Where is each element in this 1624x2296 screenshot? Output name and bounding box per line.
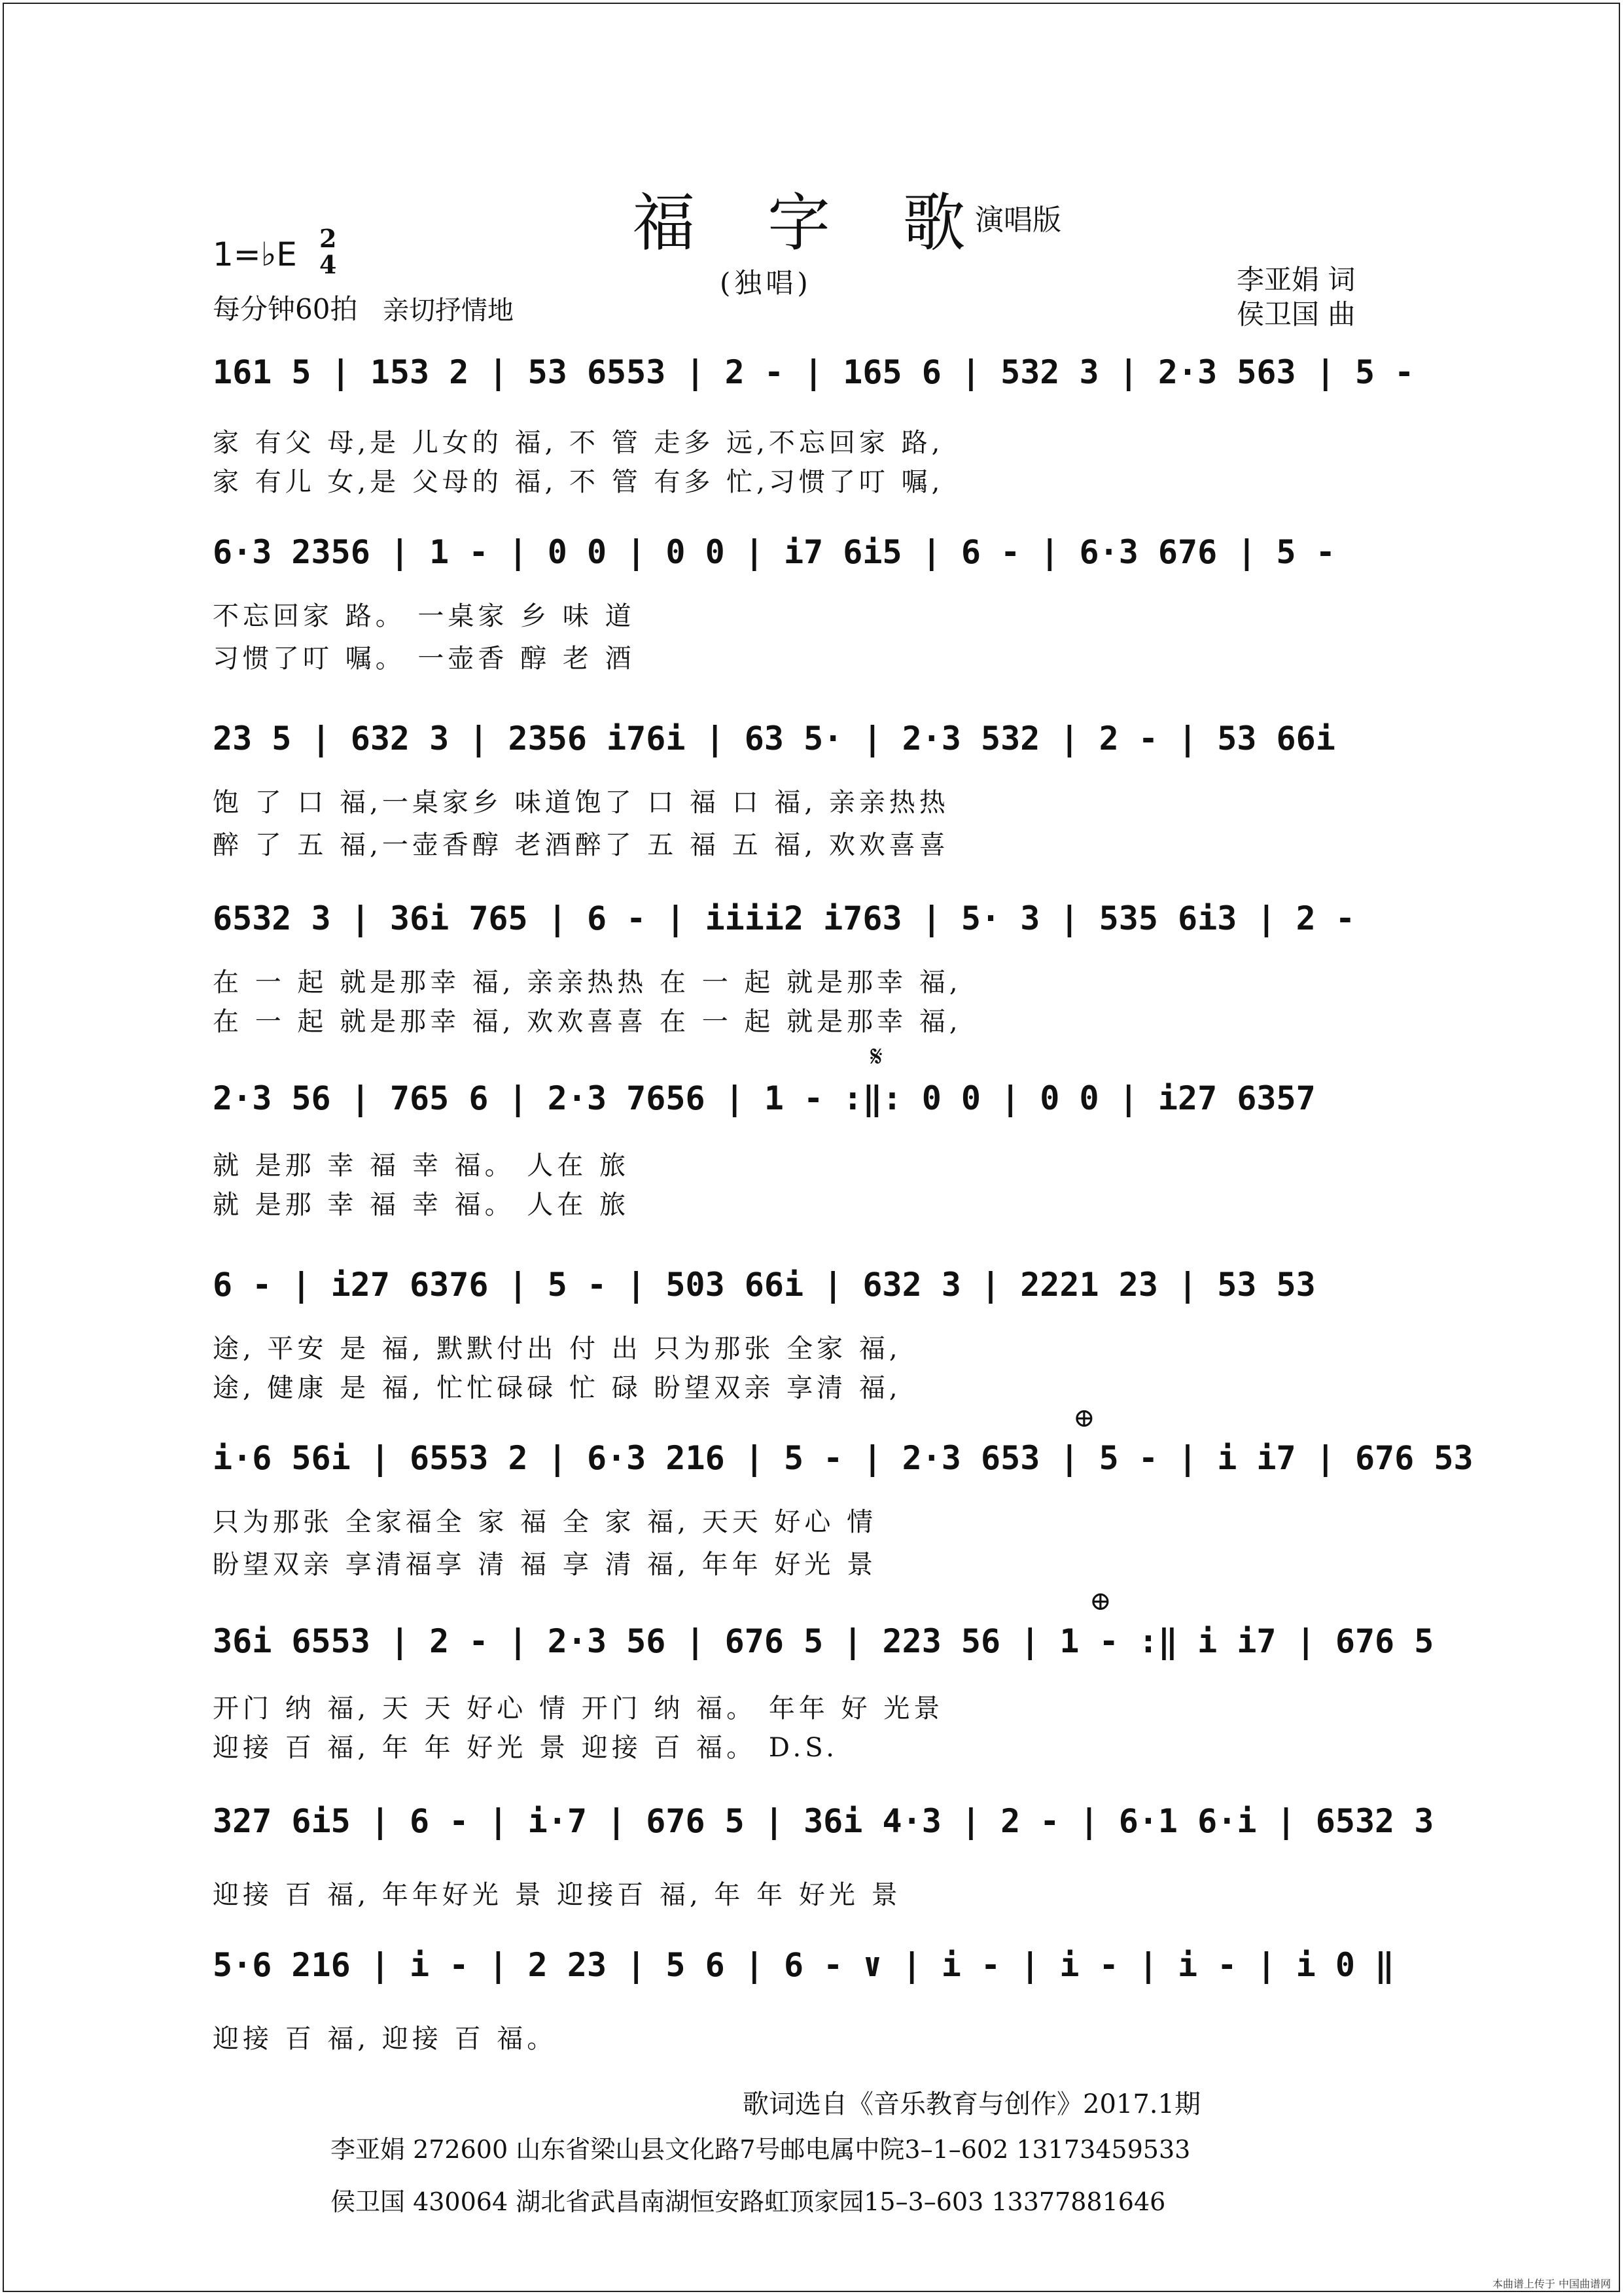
- notation-system-7: i·6 56i | 6553 2 | 6·3 216 | 5 - | 2·3 653 | 5 - | i i7 | 676 53: [213, 1439, 1474, 1477]
- lyrics-system-7-verse-1: 只为那张 全家福全 家 福 全 家 福, 天天 好心 情: [213, 1507, 877, 1537]
- lyrics-system-8-verse-1: 开门 纳 福, 天 天 好心 情 开门 纳 福。 年年 好 光景: [213, 1694, 944, 1724]
- notation-system-6: 6 - | i27 6376 | 5 - | 503 66i | 632 3 | 2221 23 | 53 53: [213, 1266, 1316, 1304]
- composer-credit: 侯卫国 曲: [1237, 298, 1356, 330]
- notation-system-1: 161 5 | 153 2 | 53 6553 | 2 - | 165 6 | 532 3 | 2·3 563 | 5 -: [213, 353, 1415, 391]
- site-watermark: 本曲谱上传于 中国曲谱网: [1492, 2278, 1611, 2290]
- notation-system-2: 6·3 2356 | 1 - | 0 0 | 0 0 | i7 6i5 | 6 - | 6·3 676 | 5 -: [213, 533, 1335, 571]
- notation-system-3: 23 5 | 632 3 | 2356 i76i | 63 5· | 2·3 532 | 2 - | 53 66i: [213, 720, 1335, 757]
- lyricist-credit: 李亚娟 词: [1237, 264, 1356, 296]
- lyrics-system-3-verse-1: 饱 了 口 福,一桌家乡 味道饱了 口 福 口 福, 亲亲热热: [213, 788, 949, 818]
- notation-system-5: 2·3 56 | 765 6 | 2·3 7656 | 1 - :‖: 0 0 | 0 0 | i27 6357: [213, 1079, 1316, 1117]
- lyrics-system-8-verse-2: 迎接 百 福, 年 年 好光 景 迎接 百 福。 D.S.: [213, 1733, 838, 1763]
- time-signature: [319, 226, 336, 278]
- lyrics-system-6-verse-2: 途, 健康 是 福, 忙忙碌碌 忙 碌 盼望双亲 享清 福,: [213, 1373, 902, 1403]
- lyrics-system-2-verse-2: 习惯了叮 嘱。 一壶香 醇 老 酒: [213, 644, 635, 674]
- notation-system-10: 5·6 216 | i - | 2 23 | 5 6 | 6 - ∨ | i - | i - | i - | i 0 ‖: [213, 1946, 1395, 1984]
- lyrics-system-5-verse-2: 就 是那 幸 福 幸 福。 人在 旅: [213, 1190, 630, 1220]
- lyrics-system-10-verse-1: 迎接 百 福, 迎接 百 福。: [213, 2024, 557, 2054]
- lyrics-system-4-verse-1: 在 一 起 就是那幸 福, 亲亲热热 在 一 起 就是那幸 福,: [213, 967, 962, 998]
- lyrics-system-6-verse-1: 途, 平安 是 福, 默默付出 付 出 只为那张 全家 福,: [213, 1334, 902, 1364]
- lyricist-contact: 李亚娟 272600 山东省梁山县文化路7号邮电属中院3–1–602 13173459533: [330, 2135, 1191, 2164]
- lyrics-system-1-verse-2: 家 有儿 女,是 父母的 福, 不 管 有多 忙,习惯了叮 嘱,: [213, 467, 944, 497]
- notation-system-4: 6532 3 | 36i 765 | 6 - | iiii2 i763 | 5· 3 | 535 6i3 | 2 -: [213, 899, 1355, 937]
- lyrics-system-2-verse-1: 不忘回家 路。 一桌家 乡 味 道: [213, 601, 635, 631]
- lyrics-system-9-verse-1: 迎接 百 福, 年年好光 景 迎接百 福, 年 年 好光 景: [213, 1880, 902, 1910]
- performance-type: (独唱): [720, 267, 812, 299]
- segno-sign: 𝄋: [870, 1040, 883, 1073]
- composer-contact: 侯卫国 430064 湖北省武昌南湖恒安路虹顶家园15–3–603 13377881646: [330, 2187, 1166, 2216]
- version-label: 演唱版: [975, 203, 1061, 237]
- notation-system-8: 36i 6553 | 2 - | 2·3 56 | 676 5 | 223 56 | 1 - :‖ i i7 | 676 5: [213, 1622, 1434, 1660]
- key-signature: 1=♭E: [213, 235, 297, 273]
- time-signature-top: 2: [319, 224, 337, 253]
- lyrics-system-3-verse-2: 醉 了 五 福,一壶香醇 老酒醉了 五 福 五 福, 欢欢喜喜: [213, 830, 949, 860]
- song-title: 福 字 歌: [632, 186, 992, 260]
- lyrics-system-5-verse-1: 就 是那 幸 福 幸 福。 人在 旅: [213, 1151, 630, 1181]
- notation-system-9: 327 6i5 | 6 - | i·7 | 676 5 | 36i 4·3 | 2 - | 6·1 6·i | 6532 3: [213, 1802, 1434, 1840]
- mood-marking: 亲切抒情地: [383, 296, 514, 326]
- time-signature-bottom: 4: [319, 250, 337, 279]
- lyrics-system-1-verse-1: 家 有父 母,是 儿女的 福, 不 管 走多 远,不忘回家 路,: [213, 428, 944, 458]
- coda-sign-2: ⊕: [1089, 1586, 1112, 1616]
- lyrics-source: 歌词选自《音乐教育与创作》2017.1期: [743, 2089, 1201, 2119]
- tempo-marking: 每分钟60拍: [213, 293, 358, 325]
- lyrics-system-4-verse-2: 在 一 起 就是那幸 福, 欢欢喜喜 在 一 起 就是那幸 福,: [213, 1007, 962, 1037]
- coda-sign-1: ⊕: [1073, 1403, 1095, 1433]
- lyrics-system-7-verse-2: 盼望双亲 享清福享 清 福 享 清 福, 年年 好光 景: [213, 1550, 877, 1580]
